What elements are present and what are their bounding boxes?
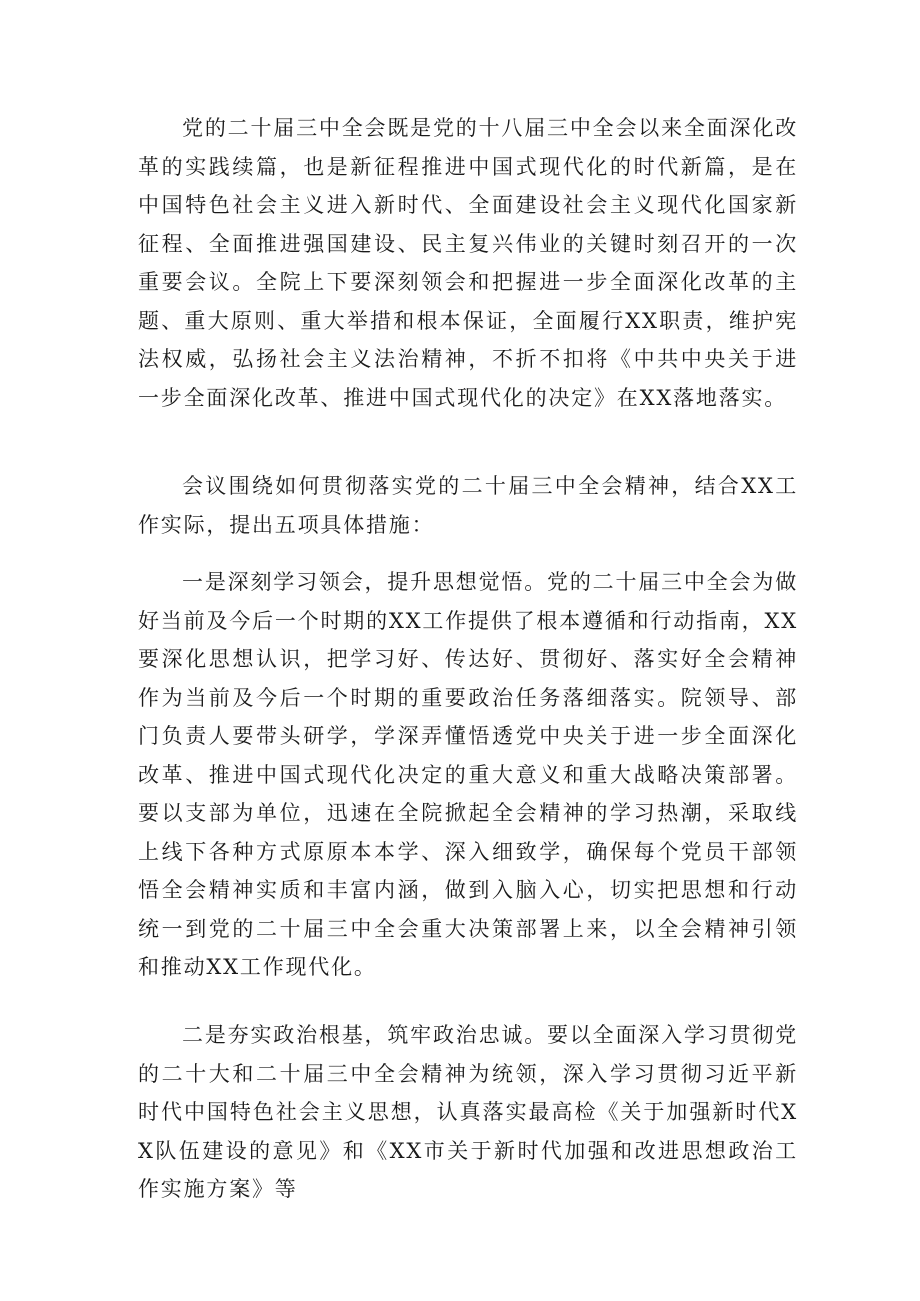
paragraph-five-measures-intro: 会议围绕如何贯彻落实党的二十届三中全会精神，结合XX工作实际，提出五项具体措施： (138, 474, 798, 537)
paragraph-measure-one: 一是深刻学习领会，提升思想觉悟。党的二十届三中全会为做好当前及今后一个时期的XX工作提供了根本遵循和行动指南，XX要深化思想认识，把学习好、传达好、贯彻好、落实好全会精神作为当前及今后一个时期的重要政治任务落细落实。院领导、部门负责人要带头研学，学深弄懂悟透党中央关于进一步全面深化改革、推进中国式现代化决定的重大意义和重大战略决策部署。要以支部为单位，迅速在全院掀起全会精神的学习热潮，采取线上线下各种方式原原本本学、深入细致学，确保每个党员干部领悟全会精神实质和丰富内涵，做到入脑入心，切实把思想和行动统一到党的二十届三中全会重大决策部署上来，以全会精神引领和推动XX工作现代化。 (138, 570, 798, 979)
paragraph-plenum-significance: 党的二十届三中全会既是党的十八届三中全会以来全面深化改革的实践续篇，也是新征程推进中国式现代化的时代新篇，是在中国特色社会主义进入新时代、全面建设社会主义现代化国家新征程、全面推进强国建设、民主复兴伟业的关键时刻召开的一次重要会议。全院上下要深刻领会和把握进一步全面深化改革的主题、重大原则、重大举措和根本保证，全面履行XX职责，维护宪法权威，弘扬社会主义法治精神，不折不扣将《中共中央关于进一步全面深化改革、推进中国式现代化的决定》在XX落地落实。 (138, 116, 798, 410)
paragraph-measure-two: 二是夯实政治根基，筑牢政治忠诚。要以全面深入学习贯彻党的二十大和二十届三中全会精神为统领，深入学习贯彻习近平新时代中国特色社会主义思想，认真落实最高检《关于加强新时代XX队伍建设的意见》和《XX市关于新时代加强和改进思想政治工作实施方案》等 (138, 1023, 798, 1201)
